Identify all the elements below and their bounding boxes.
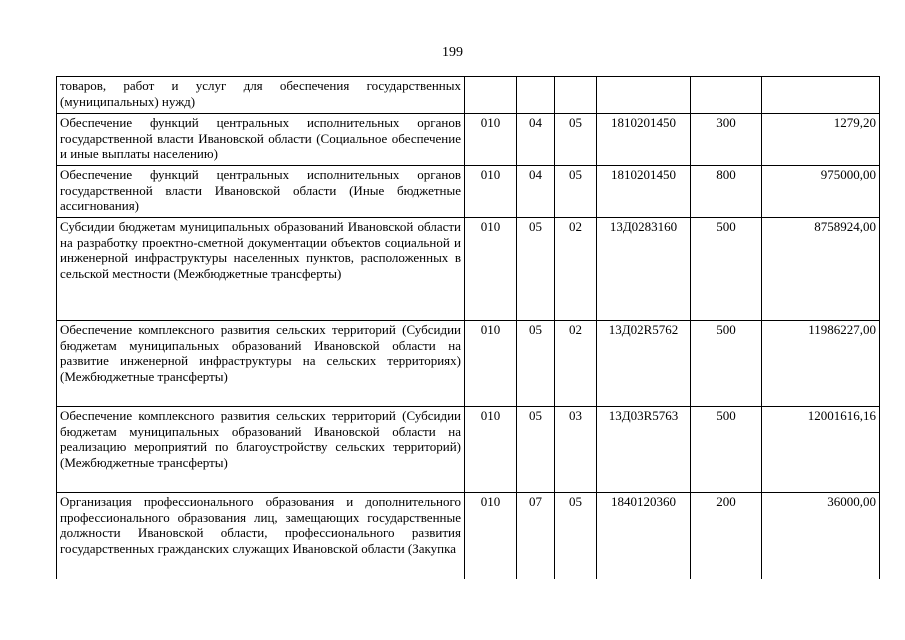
subsection-code: 05 [555,114,597,166]
ministry-code: 010 [465,493,517,579]
row-description: товаров, работ и услуг для обеспечения государственных (муниципальных) нужд) [57,77,465,114]
table-row [57,493,880,579]
subsection-code: 05 [555,493,597,579]
row-description: Обеспечение функций центральных исполнительных органов государственной власти Ивановской области (Социальное обеспечение и иные выплаты населению) [57,114,465,166]
target-article-code: 13Д02R5762 [597,321,691,407]
budget-table-body [57,77,880,579]
target-article-code: 1840120360 [597,493,691,579]
table-row [57,407,880,493]
target-article-code: 1810201450 [597,166,691,218]
row-description: Субсидии бюджетам муниципальных образований Ивановской области на разработку проектно-сметной документации объектов социальной и инженерной инфраструктуры населенных пунктов, расположенных в сельской местности (Межбюджетные трансферты) [57,218,465,321]
table-row [57,114,880,166]
amount: 11986227,00 [762,321,880,407]
ministry-code: 010 [465,218,517,321]
amount: 12001616,16 [762,407,880,493]
ministry-code: 010 [465,407,517,493]
row-description: Обеспечение комплексного развития сельских территорий (Субсидии бюджетам муниципальных образований Ивановской области на реализацию мероприятий по благоустройству сельских территорий) (Межбюджетные трансферты) [57,407,465,493]
expense-type-code: 500 [691,218,762,321]
ministry-code: 010 [465,166,517,218]
target-article-code [597,77,691,114]
expense-type-code: 200 [691,493,762,579]
target-article-code: 13Д03R5763 [597,407,691,493]
section-code: 04 [517,166,555,218]
amount: 8758924,00 [762,218,880,321]
table-row [57,321,880,407]
row-description: Обеспечение функций центральных исполнительных органов государственной власти Ивановской области (Иные бюджетные ассигнования) [57,166,465,218]
expense-type-code [691,77,762,114]
table-row [57,218,880,321]
subsection-code [555,77,597,114]
section-code: 07 [517,493,555,579]
subsection-code: 03 [555,407,597,493]
expense-type-code: 800 [691,166,762,218]
table-row [57,77,880,114]
row-description: Организация профессионального образования и дополнительного профессионального образования лиц, замещающих государственные должности Ивановской области, профессионального развития государственных гражданских служащих Ивановской области (Закупка [57,493,465,579]
budget-table [56,76,880,579]
ministry-code: 010 [465,321,517,407]
amount: 975000,00 [762,166,880,218]
section-code [517,77,555,114]
target-article-code: 13Д0283160 [597,218,691,321]
ministry-code [465,77,517,114]
section-code: 05 [517,321,555,407]
row-description: Обеспечение комплексного развития сельских территорий (Субсидии бюджетам муниципальных образований Ивановской области на развитие инженерной инфраструктуры на сельских территориях) (Межбюджетные трансферты) [57,321,465,407]
ministry-code: 010 [465,114,517,166]
amount: 36000,00 [762,493,880,579]
expense-type-code: 300 [691,114,762,166]
table-row [57,166,880,218]
amount: 1279,20 [762,114,880,166]
page-number: 199 [442,45,463,60]
amount [762,77,880,114]
subsection-code: 05 [555,166,597,218]
target-article-code: 1810201450 [597,114,691,166]
section-code: 05 [517,218,555,321]
subsection-code: 02 [555,321,597,407]
expense-type-code: 500 [691,407,762,493]
section-code: 04 [517,114,555,166]
expense-type-code: 500 [691,321,762,407]
section-code: 05 [517,407,555,493]
subsection-code: 02 [555,218,597,321]
